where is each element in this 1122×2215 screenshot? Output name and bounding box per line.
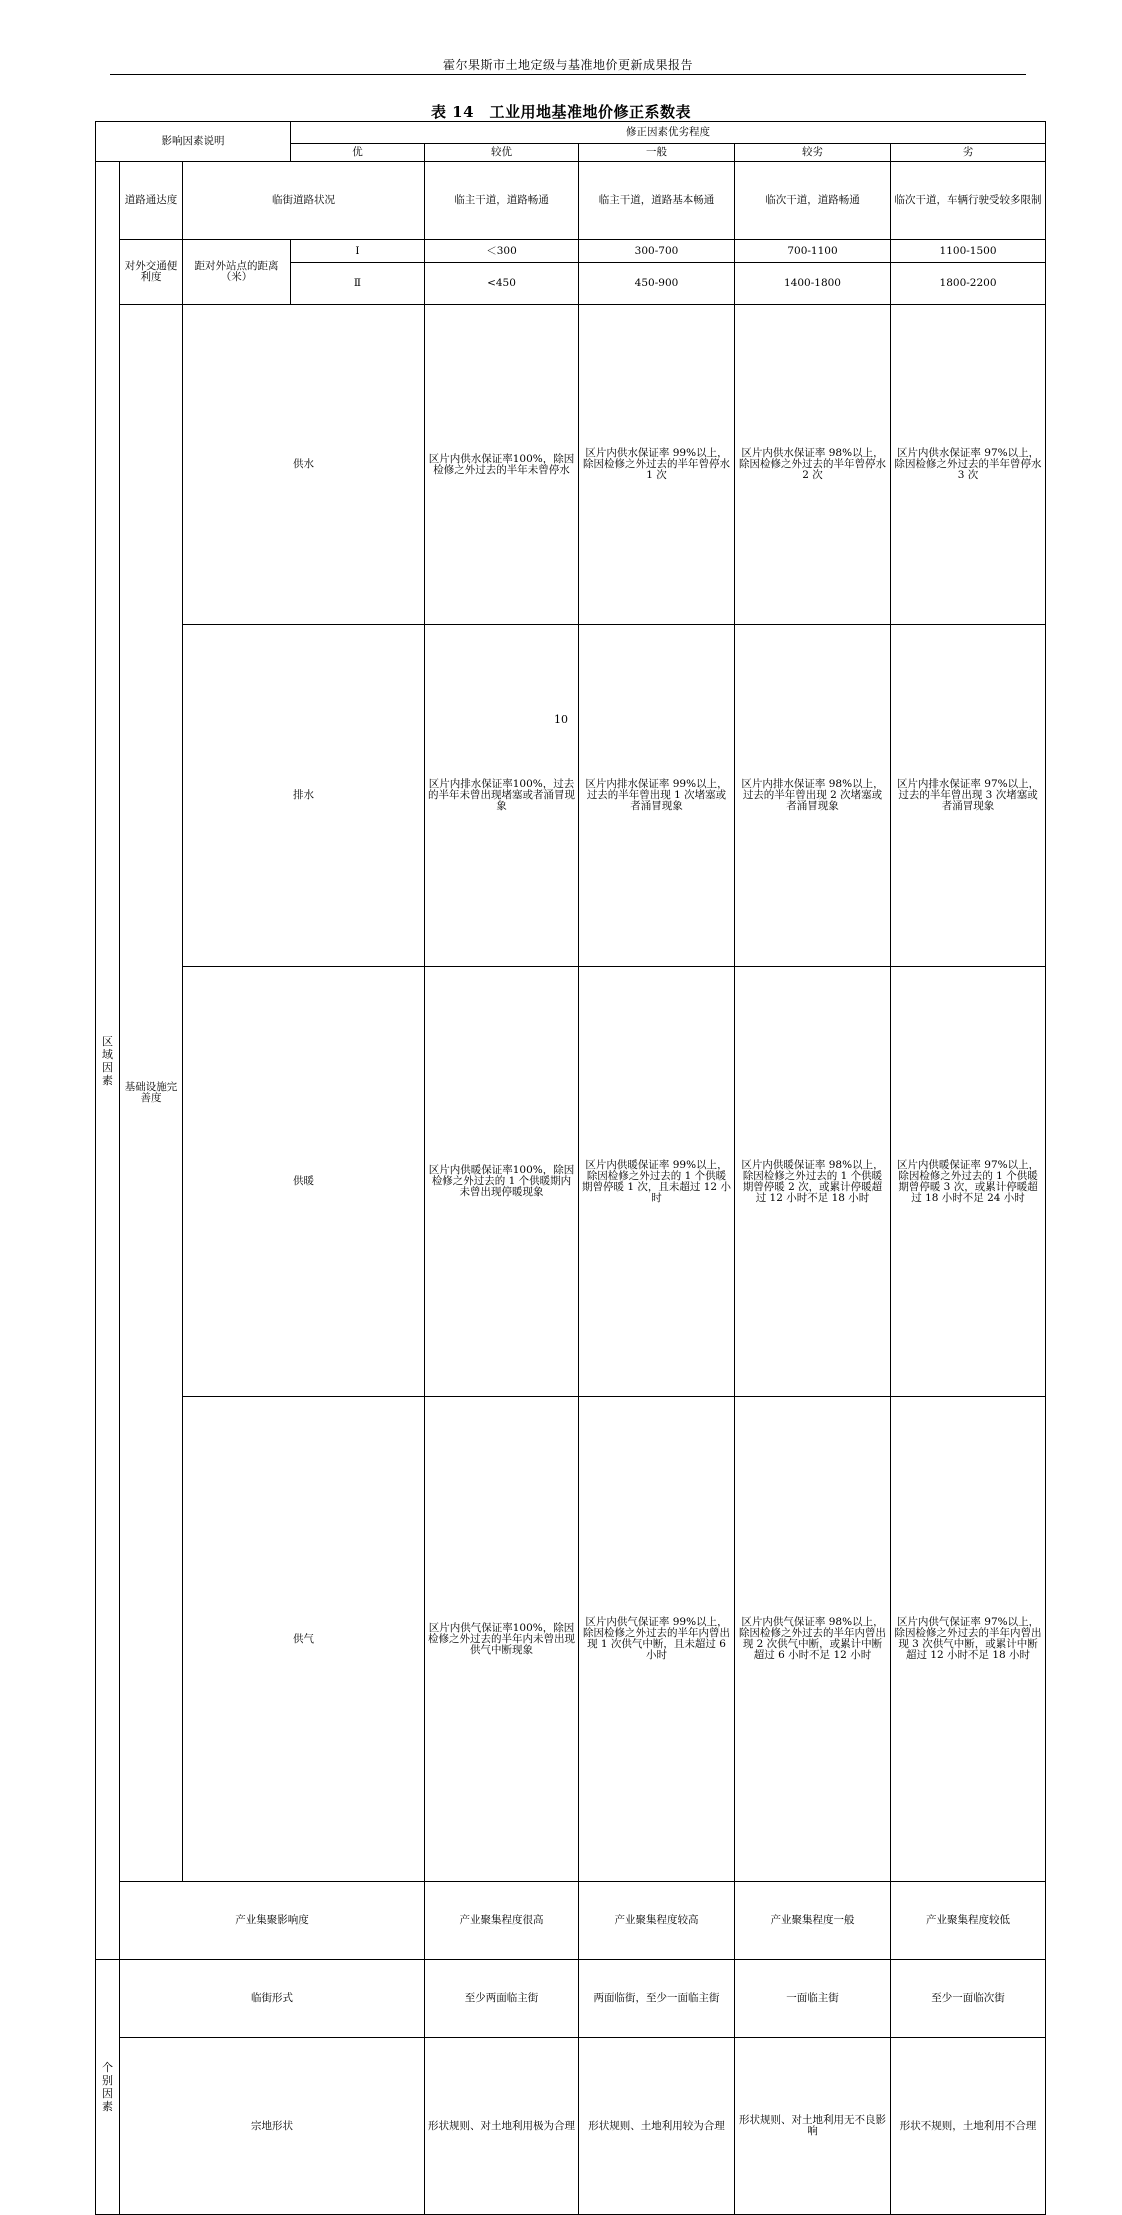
table-cell: 区片内供暖保证率100%，除因检修之外过去的 1 个供暖期内未曾出现停暖现象	[425, 967, 579, 1397]
table-row	[96, 625, 1046, 967]
table-cell: 1400-1800	[735, 263, 891, 305]
table-cell: <450	[425, 263, 579, 305]
table-cell: 区片内供暖保证率 98%以上，除因检修之外过去的 1 个供暖期曾停暖 2 次，或累计停暖超过 12 小时不足 18 小时	[735, 967, 891, 1397]
table-title: 表 14 工业用地基准地价修正系数表	[430, 103, 692, 121]
infra-heating: 供暖	[183, 967, 425, 1397]
grade-good: 较优	[425, 144, 579, 162]
grade-header: 修正因素优劣程度	[291, 122, 1046, 144]
table-cell: 300-700	[579, 240, 735, 263]
table-cell: 产业聚集程度一般	[735, 1882, 891, 1960]
frontage-factor: 临街形式	[120, 1960, 425, 2038]
grade-poor: 较劣	[735, 144, 891, 162]
table-cell: 区片内排水保证率100%，过去的半年未曾出现堵塞或者涌冒现象	[425, 625, 579, 967]
table-cell: 临主干道，道路畅通	[425, 162, 579, 240]
table-cell: 至少一面临次街	[891, 1960, 1046, 2038]
table-cell: 区片内供气保证率100%，除因检修之外过去的半年内未曾出现供气中断现象	[425, 1397, 579, 1882]
grade-excellent: 优	[291, 144, 425, 162]
table-cell: 两面临街，至少一面临主街	[579, 1960, 735, 2038]
factor-header: 影响因素说明	[96, 122, 291, 162]
table-cell: 区片内供水保证率 99%以上，除因检修之外过去的半年曾停水 1 次	[579, 305, 735, 625]
table-row	[96, 240, 1046, 263]
table-cell: 形状不规则，土地利用不合理	[891, 2038, 1046, 2215]
infra-gas: 供气	[183, 1397, 425, 1882]
table-cell: 形状规则、对土地利用极为合理	[425, 2038, 579, 2215]
running-header: 霍尔果斯市土地定级与基准地价更新成果报告	[442, 58, 693, 72]
shape-factor: 宗地形状	[120, 2038, 425, 2215]
table-cell: ＜300	[425, 240, 579, 263]
table-cell: 区片内供气保证率 97%以上，除因检修之外过去的半年内曾出现 3 次供气中断，或累计中断超过 12 小时不足 18 小时	[891, 1397, 1046, 1882]
table-row	[96, 162, 1046, 240]
table-cell: 形状规则、对土地利用无不良影响	[735, 2038, 891, 2215]
table-cell: 1800-2200	[891, 263, 1046, 305]
table-cell: 区片内供水保证率 98%以上，除因检修之外过去的半年曾停水 2 次	[735, 305, 891, 625]
grade-average: 一般	[579, 144, 735, 162]
correction-coefficient-table	[95, 121, 1046, 2215]
road-factor: 道路通达度	[120, 162, 183, 240]
table-cell: 临次干道，道路畅通	[735, 162, 891, 240]
table-cell: 区片内排水保证率 97%以上，过去的半年曾出现 3 次堵塞或者涌冒现象	[891, 625, 1046, 967]
group-regional-factors: 区域因素	[96, 162, 120, 1960]
table-cell: 产业聚集程度较低	[891, 1882, 1046, 1960]
table-cell: 临次干道，车辆行驶受较多限制	[891, 162, 1046, 240]
page-number: 10	[554, 713, 568, 726]
transport-sub: 距对外站点的距离（米）	[183, 240, 291, 305]
table-header-row	[96, 122, 1046, 144]
table-cell: 区片内供气保证率 98%以上，除因检修之外过去的半年内曾出现 2 次供气中断，或累计中断超过 6 小时不足 12 小时	[735, 1397, 891, 1882]
table-cell: 区片内供气保证率 99%以上，除因检修之外过去的半年内曾出现 1 次供气中断，且未超过 6 小时	[579, 1397, 735, 1882]
table-cell: 产业聚集程度较高	[579, 1882, 735, 1960]
table-cell: 区片内排水保证率 98%以上，过去的半年曾出现 2 次堵塞或者涌冒现象	[735, 625, 891, 967]
table-cell: 700-1100	[735, 240, 891, 263]
infra-drainage: 排水	[183, 625, 425, 967]
table-cell: 1100-1500	[891, 240, 1046, 263]
infra-factor: 基础设施完善度	[120, 305, 183, 1882]
table-cell: 区片内供暖保证率 99%以上，除因检修之外过去的 1 个供暖期曾停暖 1 次，且未超过 12 小时	[579, 967, 735, 1397]
road-sub: 临街道路状况	[183, 162, 425, 240]
transport-factor: 对外交通便利度	[120, 240, 183, 305]
transport-level-2: Ⅱ	[291, 263, 425, 305]
grade-bad: 劣	[891, 144, 1046, 162]
infra-water-supply: 供水	[183, 305, 425, 625]
table-row	[96, 305, 1046, 625]
table-cell: 形状规则、土地利用较为合理	[579, 2038, 735, 2215]
table-row	[96, 1397, 1046, 1882]
table-cell: 区片内排水保证率 99%以上，过去的半年曾出现 1 次堵塞或者涌冒现象	[579, 625, 735, 967]
table-cell: 区片内供暖保证率 97%以上，除因检修之外过去的 1 个供暖期曾停暖 3 次，或累计停暖超过 18 小时不足 24 小时	[891, 967, 1046, 1397]
industry-factor: 产业集聚影响度	[120, 1882, 425, 1960]
transport-level-1: Ⅰ	[291, 240, 425, 263]
table-row	[96, 967, 1046, 1397]
table-cell: 区片内供水保证率 97%以上，除因检修之外过去的半年曾停水 3 次	[891, 305, 1046, 625]
table-cell: 产业聚集程度很高	[425, 1882, 579, 1960]
table-row	[96, 1882, 1046, 1960]
table-cell: 至少两面临主街	[425, 1960, 579, 2038]
header-rule	[110, 74, 1026, 75]
table-cell: 450-900	[579, 263, 735, 305]
table-cell: 一面临主街	[735, 1960, 891, 2038]
table-row	[96, 2038, 1046, 2215]
group-individual-factors: 个别因素	[96, 1960, 120, 2215]
table-cell: 区片内供水保证率100%，除因检修之外过去的半年未曾停水	[425, 305, 579, 625]
table-cell: 临主干道，道路基本畅通	[579, 162, 735, 240]
table-row	[96, 1960, 1046, 2038]
